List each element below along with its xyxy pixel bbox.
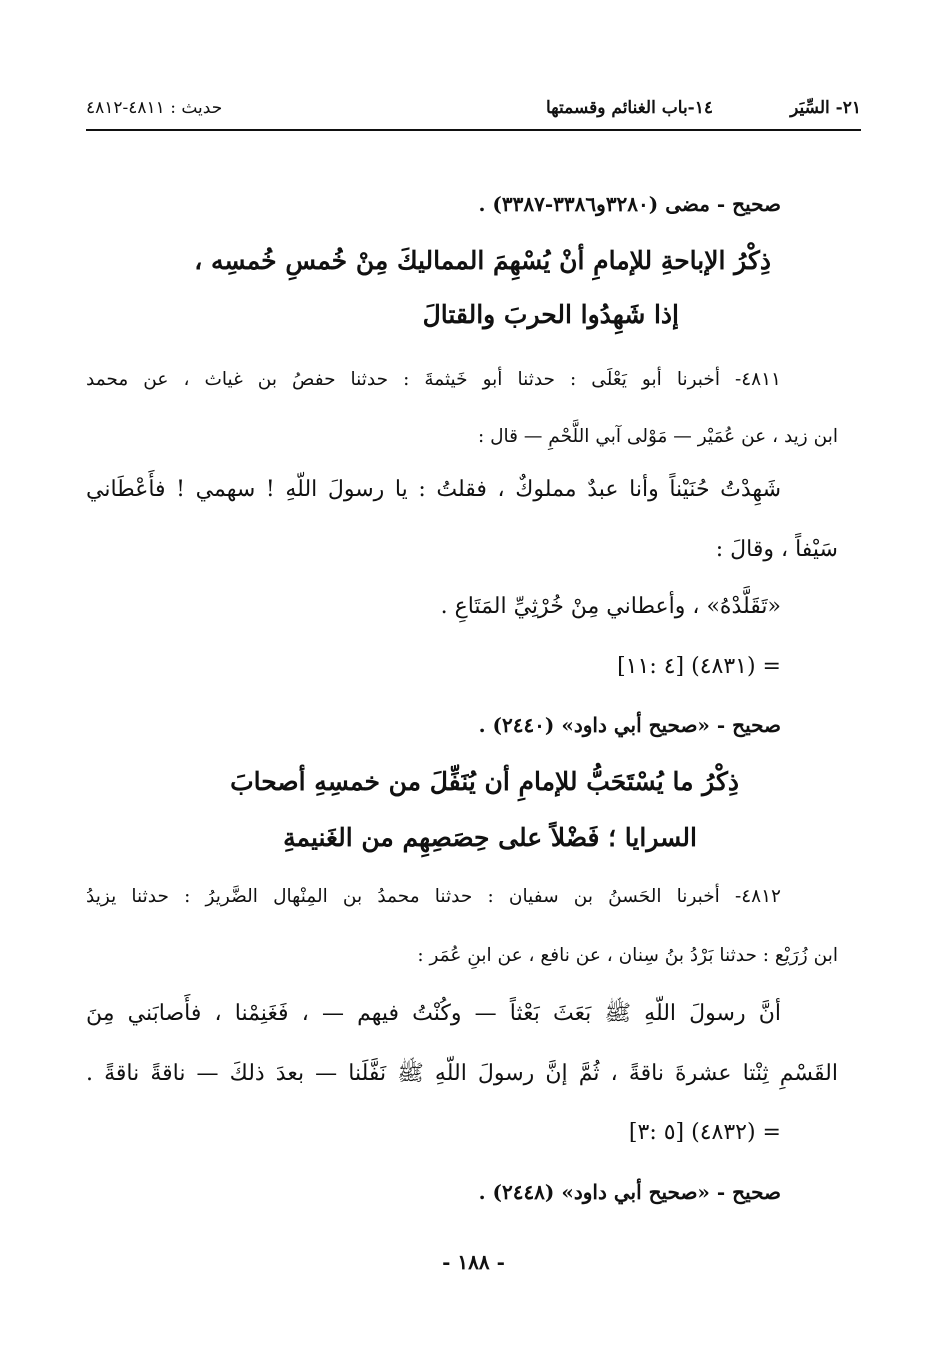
hadith-4812-isnad-line-2: ابن زُرَيْع : حدثنا بَرْدُ بنُ سِنان ، عن نافع ، عن ابنِ عُمَر :: [417, 945, 838, 966]
chapter-heading-1-line-2: إذا شَهِدُوا الحربَ والقتالَ: [422, 300, 679, 329]
hadith-4811-isnad-line-1: ٤٨١١- أخبرنا أبو يَعْلَى : حدثنا أبو خَيثمةَ : حدثنا حفصُ بن غياث ، عن محمد: [86, 369, 781, 390]
hadith-4812-verdict: صحيح - «صحيح أبي داود» (٢٤٤٨) .: [478, 1180, 781, 1204]
hadith-4811-matn-line-2: سَيْفاً ، وقالَ :: [715, 537, 838, 562]
hadith-4812-matn-line-1: أنَّ رسولَ اللّهِ ﷺ بَعَثَ بَعْثاً — وكُنْتُ فيهم — ، فَغَنِمْنا ، فأَصابَني مِنَ: [86, 1001, 781, 1026]
page-number: - ١٨٨ -: [442, 1250, 505, 1274]
header-rule: [86, 129, 861, 131]
verdict-top: صحيح - مضى (٣٢٨٠و٣٣٨٦-٣٣٨٧) .: [478, 192, 781, 216]
header-chapter-title: ١٤-باب الغنائم وقسمتها: [545, 98, 713, 118]
hadith-4811-verdict: صحيح - «صحيح أبي داود» (٢٤٤٠) .: [478, 713, 781, 737]
hadith-4811-cross-reference: = (٤٨٣١) [٤ :١١]: [617, 654, 781, 679]
hadith-4811-matn-line-1: شَهِدْتُ حُنَيْناً وأنا عبدٌ مملوكٌ ، فقلتُ : يا رسولَ اللّهِ ! سهمي ! فأَعْطَاني: [86, 477, 781, 502]
hadith-4811-matn-line-3: «تَقَلَّدْهُ» ، وأعطاني مِنْ خُرْثِيِّ المَتَاعِ .: [440, 594, 781, 619]
header-hadith-range: حديث : ٤٨١١-٤٨١٢: [86, 98, 223, 118]
chapter-heading-2-line-1: ذِكْرُ ما يُسْتَحَبُّ للإمامِ أن يُنَفِّلَ من خمسِهِ أصحابَ: [230, 767, 739, 796]
hadith-4812-cross-reference: = (٤٨٣٢) [٥ :٣]: [628, 1120, 781, 1145]
hadith-4812-isnad-line-1: ٤٨١٢- أخبرنا الحَسنُ بن سفيان : حدثنا محمدُ بن المِنْهال الضَّريرُ : حدثنا يزيدُ: [86, 886, 781, 907]
chapter-heading-2-line-2: السرايا ؛ فَضْلاً على حِصَصِهِم من الغَنيمةِ: [283, 823, 697, 852]
hadith-4812-matn-line-2: القَسْمِ ثِنْتا عشرةَ ناقةً ، ثُمَّ إنَّ رسولَ اللّهِ ﷺ نَفَّلَنا — بعدَ ذلكَ — ناقةً ناقةً .: [86, 1061, 838, 1086]
hadith-4811-isnad-line-2: ابن زيد ، عن عُمَيْر — مَوْلى آبي اللَّحْمِ — قال :: [477, 426, 838, 447]
chapter-heading-1-line-1: ذِكْرُ الإباحةِ للإمامِ أنْ يُسْهِمَ المماليكَ مِنْ خُمسِ خُمسِه ،: [194, 246, 771, 275]
header-book-title: ٢١- السِّيَر: [790, 98, 861, 118]
running-header: [86, 98, 861, 128]
